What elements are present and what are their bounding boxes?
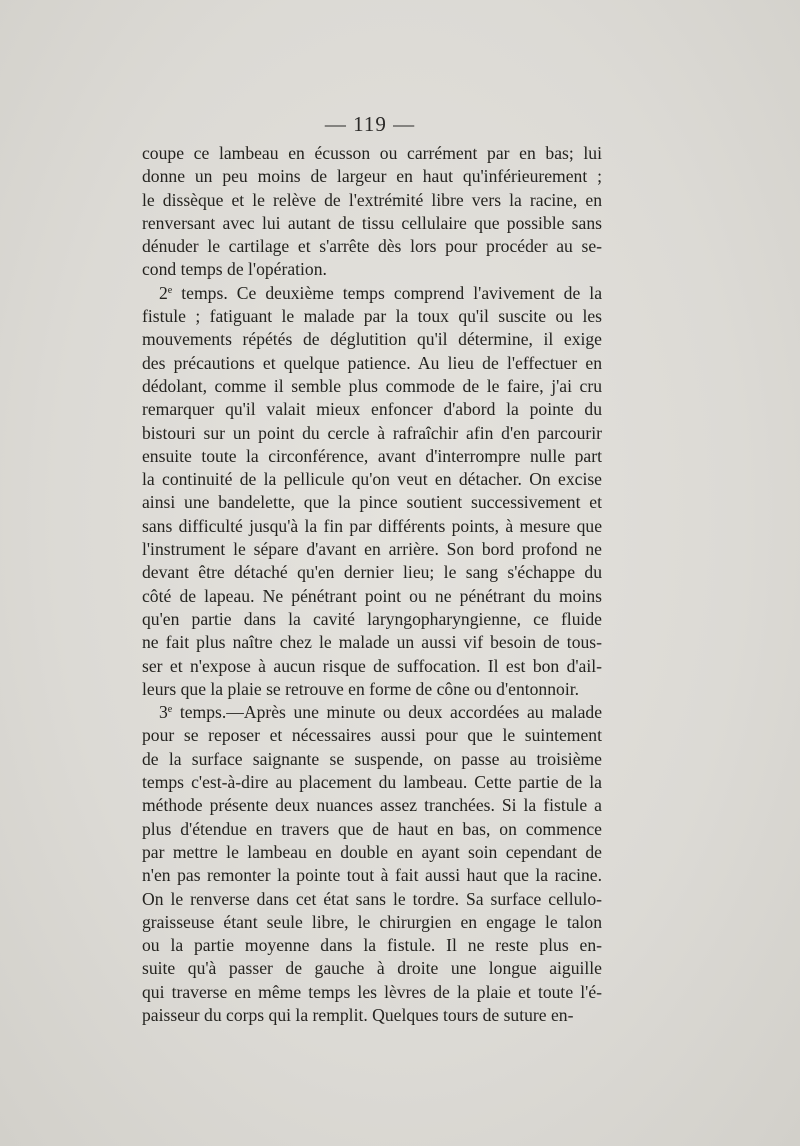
text-line: renversant avec lui autant de tissu cellulaire que possible sans <box>142 212 602 233</box>
text-line: le dissèque et le relève de l'extrémité libre vers la racine, en <box>142 189 602 210</box>
text-line: ensuite toute la circonférence, avant d'interrompre nulle part <box>142 445 602 466</box>
text-line: remarquer qu'il valait mieux enfoncer d'abord la pointe du <box>142 399 602 420</box>
text-line: mouvements répétés de déglutition qu'il détermine, il exige <box>142 329 602 350</box>
text-line: ainsi une bandelette, que la pince soutient successivement et <box>142 492 602 513</box>
text-line: suite qu'à passer de gauche à droite une longue aiguille <box>142 958 602 979</box>
text-line: ou la partie moyenne dans la fistule. Il ne reste plus en- <box>142 935 602 956</box>
paragraph <box>142 701 602 1027</box>
body-text <box>142 142 602 1027</box>
text-line: graisseuse étant seule libre, le chirurgien en engage le talon <box>142 911 602 932</box>
text-line: devant être détaché qu'en dernier lieu; le sang s'échappe du <box>142 562 602 583</box>
text-line: leurs que la plaie se retrouve en forme de cône ou d'entonnoir. <box>142 678 579 699</box>
text-line: des précautions et quelque patience. Au lieu de l'effectuer en <box>142 352 602 373</box>
text-line: 2e temps. Ce deuxième temps comprend l'avivement de la <box>159 282 602 303</box>
text-line: par mettre le lambeau en double en ayant soin cependant de <box>142 841 602 862</box>
text-line: fistule ; fatiguant le malade par la toux qu'il suscite ou les <box>142 306 602 327</box>
text-line: On le renverse dans cet état sans le tordre. Sa surface cellulo- <box>142 888 602 909</box>
text-line: dédolant, comme il semble plus commode de le faire, j'ai cru <box>142 375 602 396</box>
text-line: méthode présente deux nuances assez tranchées. Si la fistule a <box>142 795 602 816</box>
text-line: temps c'est-à-dire au placement du lambeau. Cette partie de la <box>142 772 602 793</box>
text-line: n'en pas remonter la pointe tout à fait aussi haut que la racine. <box>142 865 602 886</box>
page-number: — 119 — <box>324 112 416 136</box>
text-line: 3e temps.—Après une minute ou deux accordées au malade <box>159 702 602 723</box>
text-line: l'instrument le sépare d'avant en arrière. Son bord profond ne <box>142 539 602 560</box>
paragraph <box>142 142 602 282</box>
text-line: ne fait plus naître chez le malade un aussi vif besoin de tous- <box>142 632 602 653</box>
text-line: la continuité de la pellicule qu'on veut en détacher. On excise <box>142 469 602 490</box>
text-line: qu'en partie dans la cavité laryngopharyngienne, ce fluide <box>142 608 602 629</box>
text-line: donne un peu moins de largeur en haut qu'inférieurement ; <box>142 166 602 187</box>
text-line: cond temps de l'opération. <box>142 259 327 280</box>
text-line: de la surface saignante se suspende, on passe au troisième <box>142 748 602 769</box>
paragraph <box>142 282 602 701</box>
text-line: ser et n'expose à aucun risque de suffocation. Il est bon d'ail- <box>142 655 602 676</box>
text-line: sans difficulté jusqu'à la fin par différents points, à mesure que <box>142 515 602 536</box>
text-line: bistouri sur un point du cercle à rafraîchir afin d'en parcourir <box>142 422 602 443</box>
text-line: dénuder le cartilage et s'arrête dès lors pour procéder au se- <box>142 236 602 257</box>
text-line: qui traverse en même temps les lèvres de la plaie et toute l'é- <box>142 981 602 1002</box>
text-line: coupe ce lambeau en écusson ou carrément par en bas; lui <box>142 143 602 163</box>
text-line: paisseur du corps qui la remplit. Quelques tours de suture en- <box>142 1004 574 1025</box>
text-line: côté de lapeau. Ne pénétrant point ou ne pénétrant du moins <box>142 585 602 606</box>
text-line: pour se reposer et nécessaires aussi pour que le suintement <box>142 725 602 746</box>
text-line: plus d'étendue en travers que de haut en bas, on commence <box>142 818 602 839</box>
